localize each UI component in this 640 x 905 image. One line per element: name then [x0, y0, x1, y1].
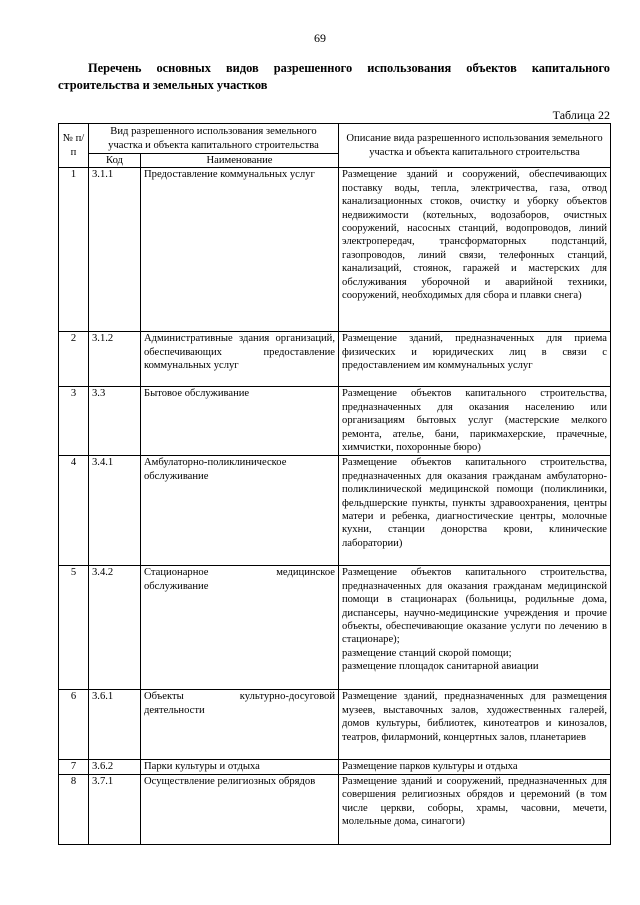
row-name: Парки культуры и отдыха [141, 760, 339, 774]
table-row [59, 774, 611, 844]
row-name: Амбулаторно-поликлиническое обслуживание [141, 456, 339, 566]
table-row [59, 566, 611, 690]
row-name: Осуществление религиозных обрядов [141, 774, 339, 844]
row-num: 3 [59, 387, 89, 456]
row-num: 5 [59, 566, 89, 690]
table-row [59, 332, 611, 387]
row-code: 3.1.2 [89, 332, 141, 387]
table-caption: Таблица 22 [552, 108, 610, 122]
row-name: Объекты культурно-досуговой деятельности [141, 690, 339, 760]
row-num: 4 [59, 456, 89, 566]
row-description: Размещение парков культуры и отдыха [339, 760, 611, 774]
row-name: Стационарное медицинское обслуживание [141, 566, 339, 690]
table-row [59, 456, 611, 566]
row-description: Размещение объектов капитального строительства, предназначенных для оказания населению или организациям бытовых услуг (мастерские мелкого ремонта, ателье, бани, парикмахерские, прачечные, химчистки, похоронные бюро) [339, 387, 611, 456]
table-row [59, 387, 611, 456]
row-num: 2 [59, 332, 89, 387]
row-code: 3.3 [89, 387, 141, 456]
row-name: Административные здания организаций, обеспечивающих предоставление коммунальных услуг [141, 332, 339, 387]
row-num: 6 [59, 690, 89, 760]
table-row [59, 760, 611, 774]
header-name: Наименование [141, 154, 339, 168]
row-description-ambulance: размещение станций скорой помощи; [342, 647, 512, 659]
header-kind-group: Вид разрешенного использования земельного участка и объекта капитального строительства [89, 124, 339, 154]
header-num: № п/п [59, 124, 89, 168]
row-description: Размещение зданий, предназначенных для приема физических и юридических лиц в связи с предоставлением им коммунальных услуг [339, 332, 611, 387]
row-description: Размещение объектов капитального строительства, предназначенных для оказания гражданам амбулаторно-поликлинической медицинской помощи (поликлиники, фельдшерские пункты, пункты здравоохранения, центры матери и ребенка, диагностические центры, молочные кухни, станции донорства крови, клинические лаборатории) [339, 456, 611, 566]
header-description: Описание вида разрешенного использования земельного участка и объекта капитального строительства [339, 124, 611, 168]
document-title: Перечень основных видов разрешенного использования объектов капитального строительства и земельных участков [58, 61, 610, 92]
land-use-table [58, 123, 611, 845]
table-row [59, 168, 611, 332]
table-row [59, 690, 611, 760]
row-name: Предоставление коммунальных услуг [141, 168, 339, 332]
row-code: 3.6.2 [89, 760, 141, 774]
row-description [339, 566, 611, 690]
row-num: 7 [59, 760, 89, 774]
row-code: 3.6.1 [89, 690, 141, 760]
page-number: 69 [314, 31, 326, 45]
row-description: Размещение зданий и сооружений, обеспечивающих поставку воды, тепла, электричества, газа, отвод канализационных стоков, очистку и уборку объектов недвижимости (котельных, водозаборов, очистных сооружений, насосных станций, водопроводов, линий электропередач, трансформаторных подстанций, газопроводов, линий связи, телефонных станций, канализаций, стоянок, гаражей и мастерских для обслуживания уборочной и аварийной техники, сооружений, необходимых для сбора и плавки снега) [339, 168, 611, 332]
header-code: Код [89, 154, 141, 168]
row-num: 1 [59, 168, 89, 332]
row-code: 3.4.1 [89, 456, 141, 566]
row-name: Бытовое обслуживание [141, 387, 339, 456]
row-code: 3.1.1 [89, 168, 141, 332]
row-description-aviation: размещение площадок санитарной авиации [342, 661, 539, 673]
row-description-main: Размещение объектов капитального строительства, предназначенных для оказания гражданам медицинской помощи в стационарах (больницы, родильные дома, диспансеры, научно-медицинские учреждения и прочие объекты, обеспечивающие оказание услуги по лечению в стационаре); [342, 567, 608, 646]
row-code: 3.4.2 [89, 566, 141, 690]
row-num: 8 [59, 774, 89, 844]
row-description: Размещение зданий и сооружений, предназначенных для совершения религиозных обрядов и церемоний (в том числе церкви, соборы, храмы, часовни, мечети, молельные дома, синагоги) [339, 774, 611, 844]
row-code: 3.7.1 [89, 774, 141, 844]
row-description: Размещение зданий, предназначенных для размещения музеев, выставочных залов, художественных галерей, домов культуры, библиотек, кинотеатров и кинозалов, театров, филармоний, концертных залов, планетариев [339, 690, 611, 760]
